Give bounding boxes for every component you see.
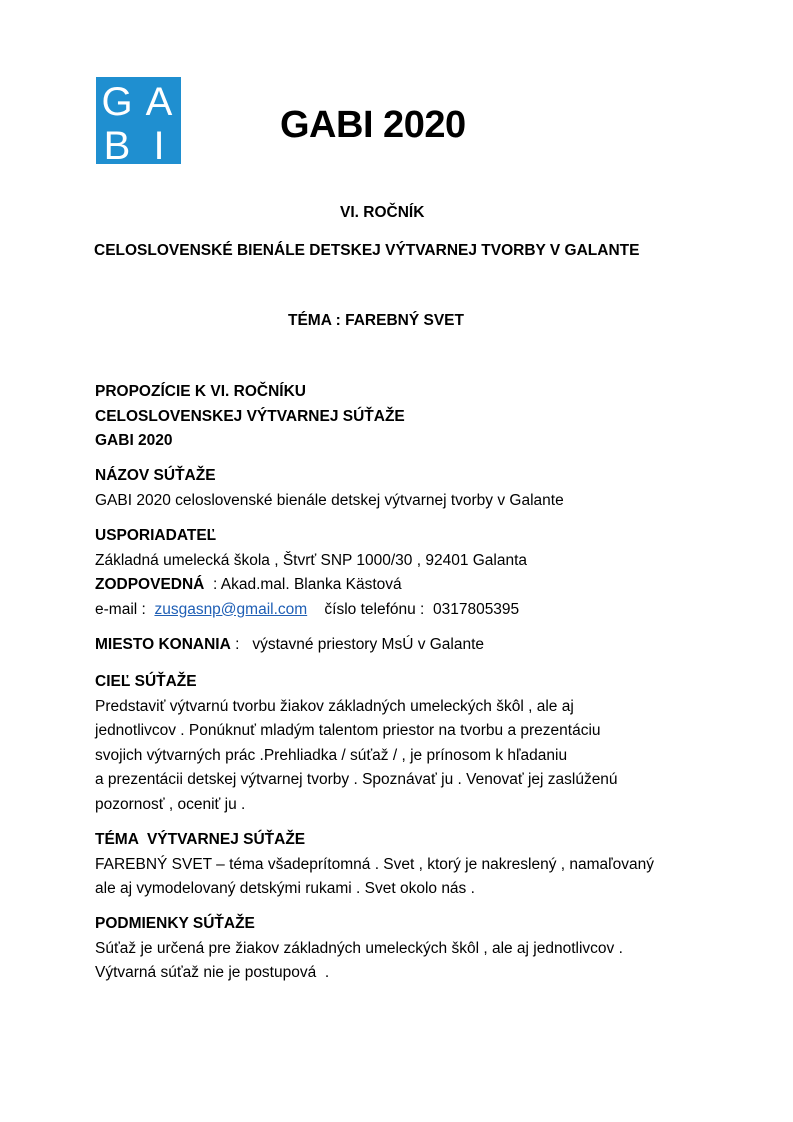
nazov-heading: NÁZOV SÚŤAŽE bbox=[95, 467, 216, 484]
propozicie-section bbox=[95, 380, 405, 454]
contact-row bbox=[95, 598, 527, 623]
ciel-line-1: Predstaviť výtvarnú tvorbu žiakov základných umeleckých škôl , ale aj bbox=[95, 697, 574, 715]
logo-letter-g: G bbox=[101, 80, 133, 124]
nazov-text: GABI 2020 celoslovenské bienále detskej výtvarnej tvorby v Galante bbox=[95, 491, 564, 509]
podmienky-heading: PODMIENKY SÚŤAŽE bbox=[95, 915, 255, 932]
podmienky-section bbox=[95, 912, 623, 986]
logo-letter-a: A bbox=[145, 80, 173, 124]
ciel-heading: CIEĽ SÚŤAŽE bbox=[95, 673, 197, 690]
ciel-section bbox=[95, 670, 618, 817]
phone-text: číslo telefónu : 0317805395 bbox=[324, 600, 520, 618]
usporiadatel-section bbox=[95, 524, 527, 622]
miesto-value: : výstavné priestory MsÚ v Galante bbox=[230, 636, 485, 653]
gabi-logo bbox=[96, 77, 181, 164]
tema-sutaze-line-2: ale aj vymodelovaný detskými rukami . Svet okolo nás . bbox=[95, 880, 475, 897]
ciel-line-2: jednotlivcov . Ponúknuť mladým talentom priestor na tvorbu a prezentáciu bbox=[95, 722, 601, 739]
tema-sutaze-line-1: FAREBNÝ SVET – téma všadeprítomná . Svet , ktorý je nakreslený , namaľovaný bbox=[95, 855, 655, 873]
email-link[interactable]: zusgasnp@gmail.com bbox=[154, 600, 308, 618]
propozicie-line-1: PROPOZÍCIE K VI. ROČNÍKU bbox=[95, 383, 306, 400]
zodpovedna-row bbox=[95, 573, 527, 598]
rocnik-heading: VI. ROČNÍK bbox=[340, 204, 425, 221]
podmienky-line-2: Výtvarná súťaž nie je postupová . bbox=[95, 964, 330, 981]
tema-sutaze-heading: TÉMA VÝTVARNEJ SÚŤAŽE bbox=[95, 831, 306, 848]
usporiadatel-address: Základná umelecká škola , Štvrť SNP 1000/30 , 92401 Galanta bbox=[95, 551, 528, 569]
ciel-line-4: a prezentácii detskej výtvarnej tvorby . Spoznávať ju . Venovať jej zaslúženú bbox=[95, 771, 618, 788]
logo-letter-i: I bbox=[153, 124, 165, 164]
email-label: e-mail : bbox=[95, 600, 146, 618]
gabi-logo-graphic bbox=[96, 77, 181, 164]
ciel-line-5: pozornosť , oceniť ju . bbox=[95, 795, 246, 813]
tema-heading: TÉMA : FAREBNÝ SVET bbox=[288, 312, 464, 329]
usporiadatel-heading: USPORIADATEĽ bbox=[95, 527, 217, 544]
miesto-section bbox=[95, 633, 484, 658]
bienale-heading: CELOSLOVENSKÉ BIENÁLE DETSKEJ VÝTVARNEJ TVORBY V GALANTE bbox=[94, 242, 640, 259]
propozicie-line-2: CELOSLOVENSKEJ VÝTVARNEJ SÚŤAŽE bbox=[95, 407, 405, 425]
zodpovedna-label: ZODPOVEDNÁ bbox=[95, 576, 205, 593]
page-title: GABI 2020 bbox=[280, 104, 466, 146]
nazov-section bbox=[95, 464, 564, 513]
propozicie-line-3: GABI 2020 bbox=[95, 432, 173, 449]
miesto-label: MIESTO KONANIA bbox=[95, 636, 231, 653]
ciel-line-3: svojich výtvarných prác .Prehliadka / súťaž / , je prínosom k hľadaniu bbox=[95, 746, 568, 764]
podmienky-line-1: Súťaž je určená pre žiakov základných umeleckých škôl , ale aj jednotlivcov . bbox=[95, 939, 623, 957]
zodpovedna-value: : Akad.mal. Blanka Kästová bbox=[204, 576, 402, 593]
tema-sutaze-section bbox=[95, 828, 654, 902]
logo-letter-b: B bbox=[103, 124, 131, 164]
